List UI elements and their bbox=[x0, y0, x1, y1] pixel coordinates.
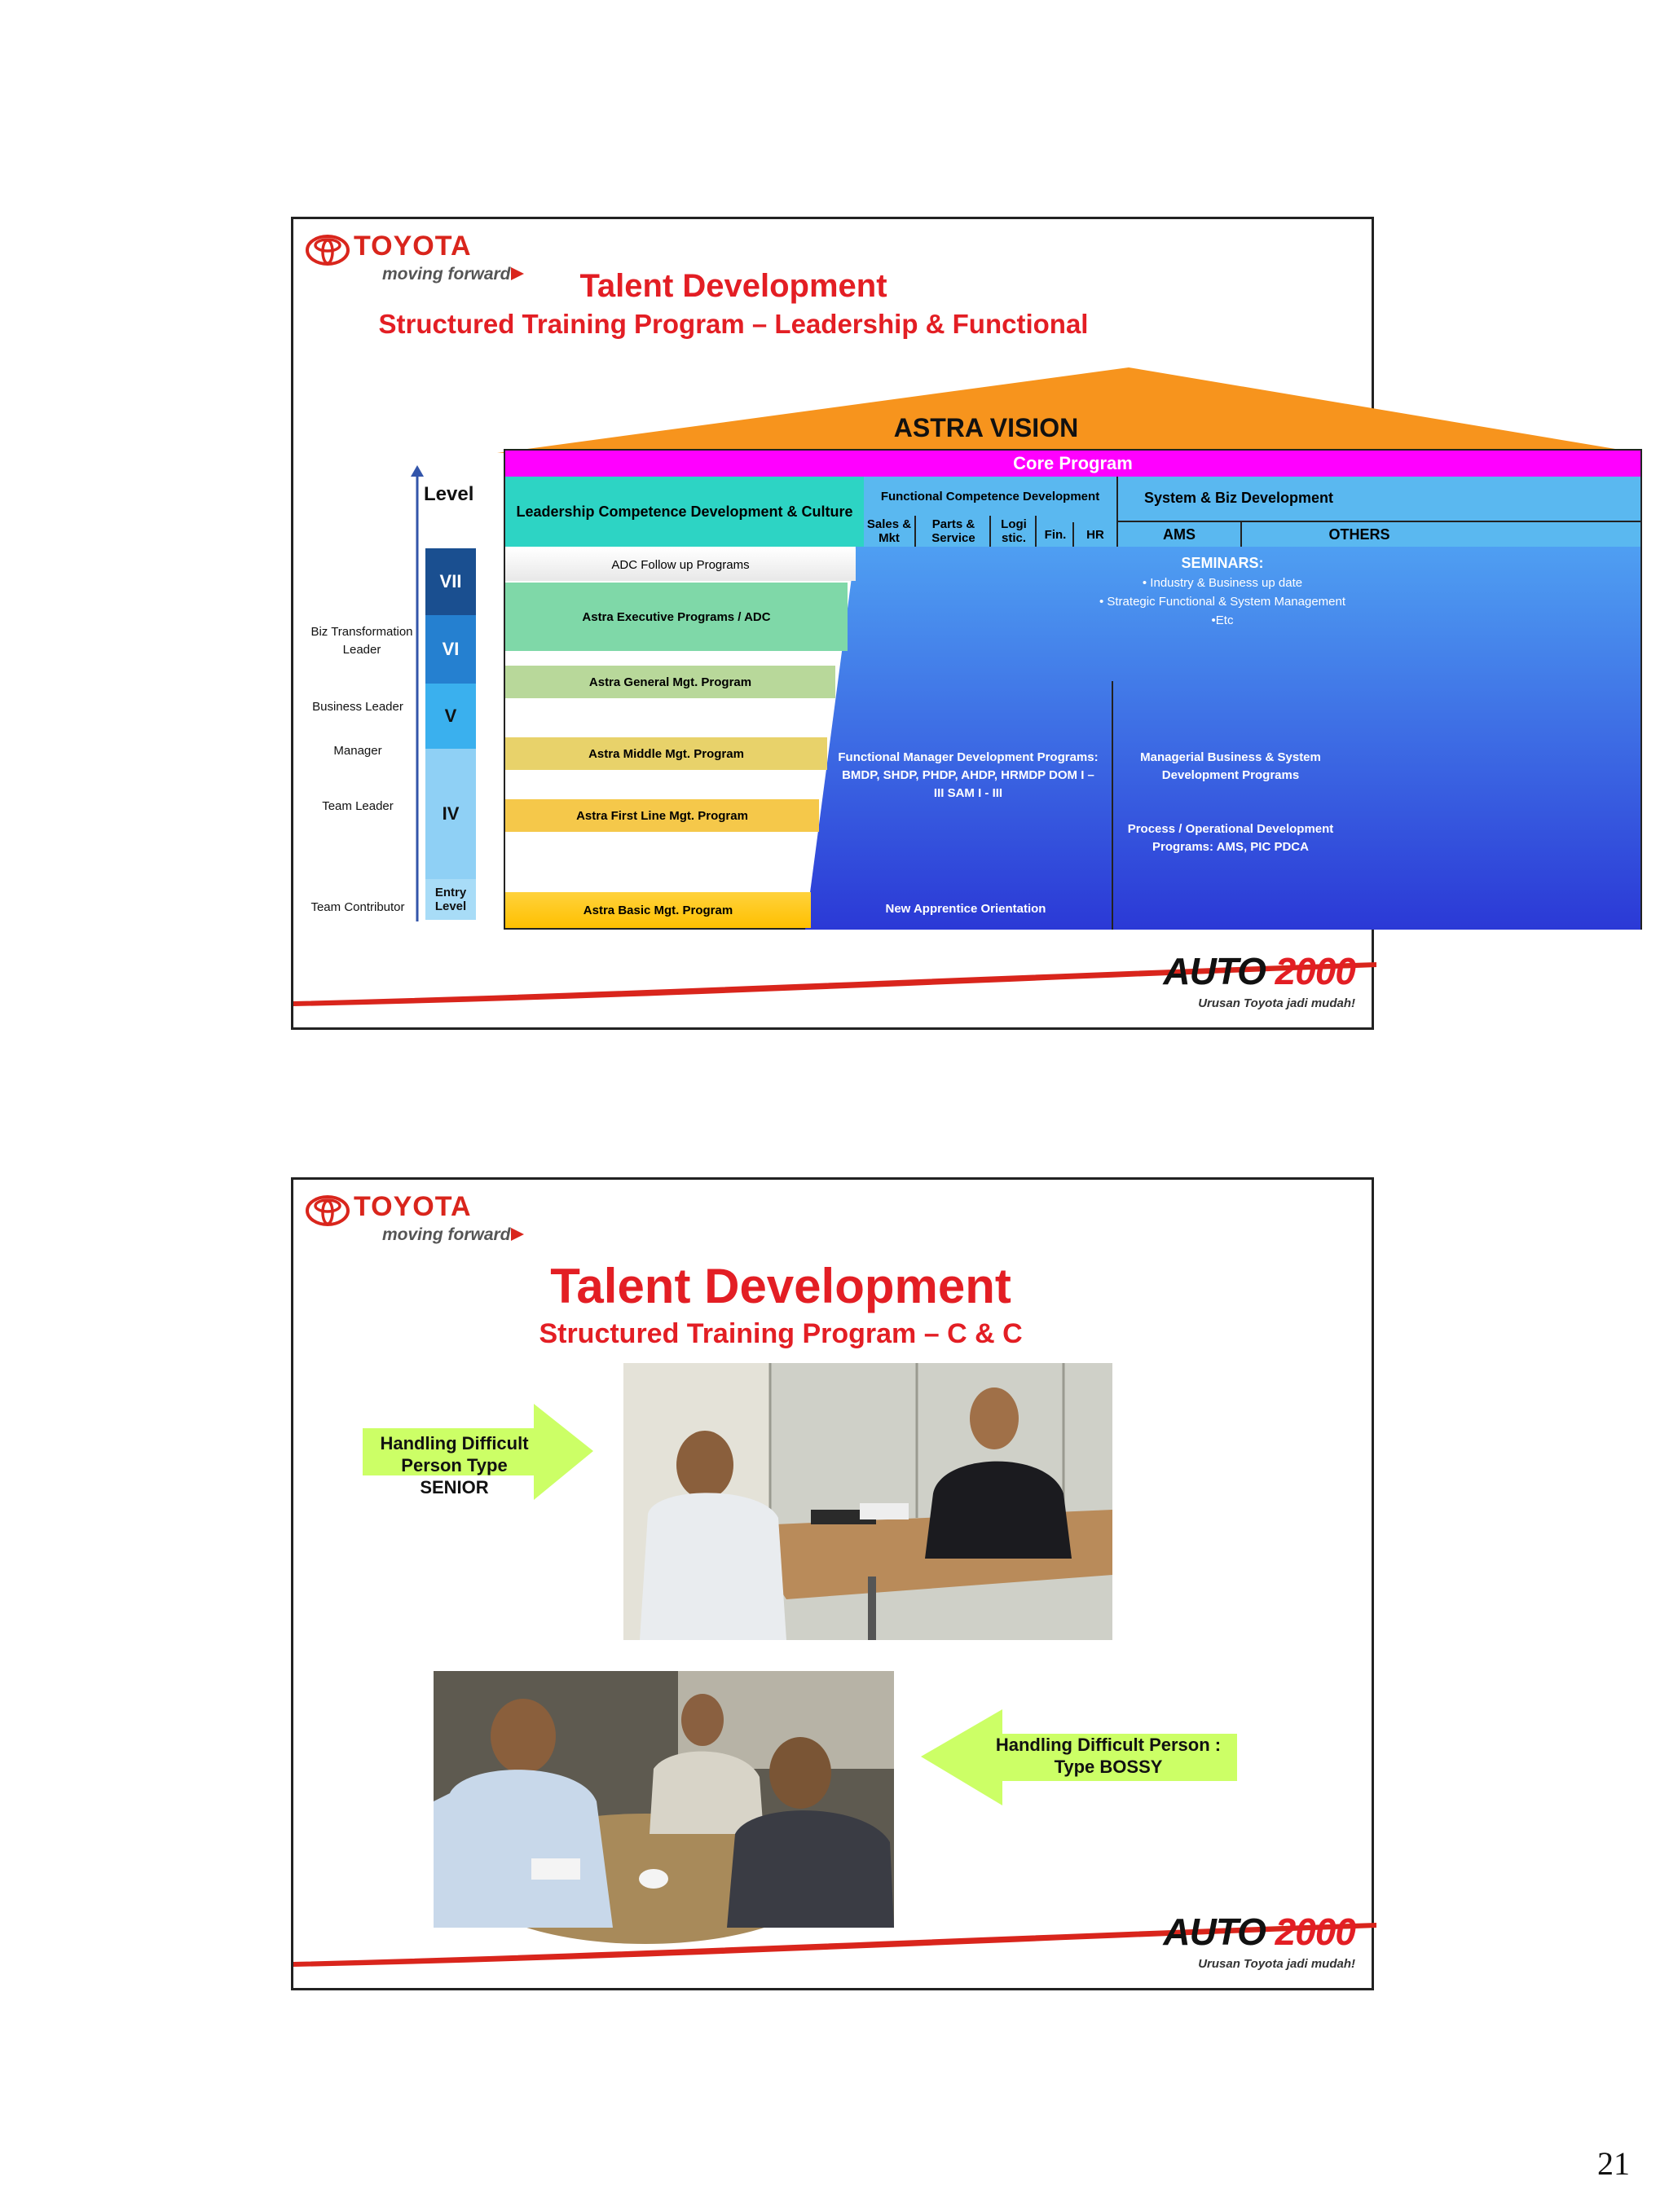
auto2000-logo bbox=[1143, 949, 1355, 1014]
role-team-leader: Team Leader bbox=[322, 799, 394, 813]
header-hr: HR bbox=[1086, 527, 1104, 542]
auto-word: AUTO bbox=[1163, 950, 1275, 992]
callout-bossy-label: Handling Difficult Person : Type BOSSY bbox=[995, 1735, 1222, 1777]
header-logistic: Logi stic. bbox=[993, 516, 1037, 547]
apprentice-orientation: New Apprentice Orientation bbox=[885, 902, 1046, 916]
slide1-subtitle: Structured Training Program – Leadership & Functional bbox=[378, 309, 1089, 339]
seminar-item-1: • Industry & Business up date bbox=[1142, 576, 1303, 590]
astra-vision-label: ASTRA VISION bbox=[893, 413, 1079, 442]
header-parts: Parts & Service bbox=[918, 516, 991, 547]
header-fin: Fin. bbox=[1038, 522, 1074, 547]
level-vii: VII bbox=[425, 548, 476, 615]
slide1-title: Talent Development bbox=[579, 268, 887, 304]
toyota-tagline: moving forward bbox=[382, 1225, 511, 1244]
callout-senior-label: Handling Difficult Person Type SENIOR bbox=[380, 1433, 529, 1497]
toyota-logo bbox=[305, 1185, 533, 1258]
level-iv: IV bbox=[425, 749, 476, 879]
toyota-tagline: moving forward bbox=[382, 265, 511, 284]
seminar-item-3: •Etc bbox=[1211, 613, 1234, 627]
level-header: Level bbox=[424, 483, 474, 505]
auto2000-tagline: Urusan Toyota jadi mudah! bbox=[1198, 1957, 1355, 1971]
toyota-emblem-icon bbox=[305, 1194, 350, 1227]
managerial-programs: Managerial Business & System Development Programs bbox=[1140, 750, 1321, 782]
photo-senior-session bbox=[623, 1363, 1112, 1640]
program-general-mgt: Astra General Mgt. Program bbox=[505, 666, 835, 698]
program-basic-mgt: Astra Basic Mgt. Program bbox=[505, 892, 811, 928]
process-programs: Process / Operational Development Programs: AMS, PIC PDCA bbox=[1127, 822, 1334, 854]
toyota-wordmark: TOYOTA bbox=[354, 231, 472, 262]
program-adc-follow-up: ADC Follow up Programs bbox=[505, 548, 856, 581]
role-business-leader: Business Leader bbox=[312, 700, 403, 714]
toyota-wordmark: TOYOTA bbox=[354, 1191, 472, 1222]
program-table bbox=[504, 449, 1642, 930]
level-axis-arrow-icon bbox=[407, 465, 427, 921]
header-others: OTHERS bbox=[1240, 522, 1477, 547]
role-biz-transformation: Biz Transformation Leader bbox=[310, 625, 413, 657]
level-v: V bbox=[425, 684, 476, 749]
program-executive: Astra Executive Programs / ADC bbox=[505, 583, 848, 651]
slide-c-and-c bbox=[291, 1177, 1374, 1990]
level-entry: Entry Level bbox=[425, 879, 476, 920]
header-system: System & Biz Development bbox=[1143, 489, 1334, 506]
auto-number: 2000 bbox=[1275, 1911, 1355, 1953]
core-program-bar: Core Program bbox=[505, 451, 1640, 477]
seminars-title: SEMINARS: bbox=[1181, 555, 1264, 571]
auto-word: AUTO bbox=[1163, 1911, 1275, 1953]
role-team-contributor: Team Contributor bbox=[310, 900, 405, 914]
auto2000-logo bbox=[1143, 1910, 1355, 1975]
header-leadership: Leadership Competence Development & Culture bbox=[505, 477, 864, 547]
header-ams: AMS bbox=[1163, 526, 1196, 543]
slide-leadership-functional bbox=[291, 217, 1390, 1030]
toyota-emblem-icon bbox=[305, 234, 350, 266]
auto2000-tagline: Urusan Toyota jadi mudah! bbox=[1198, 996, 1355, 1010]
program-first-line: Astra First Line Mgt. Program bbox=[505, 799, 819, 832]
functional-manager-programs: Functional Manager Development Programs: BMDP, SHDP, PHDP, AHDP, HRMDP DOM I – III SAM I - III bbox=[838, 750, 1099, 800]
seminar-item-2: • Strategic Functional & System Management bbox=[1099, 595, 1346, 609]
auto-number: 2000 bbox=[1275, 950, 1355, 992]
photo-bossy-session bbox=[434, 1671, 894, 1928]
slide2-title: Talent Development bbox=[550, 1259, 1011, 1313]
header-functional: Functional Competence Development bbox=[880, 489, 1100, 504]
roof-shape bbox=[497, 367, 1642, 457]
header-sales: Sales & Mkt bbox=[864, 516, 916, 547]
level-vi: VI bbox=[425, 615, 476, 684]
role-manager: Manager bbox=[333, 744, 382, 758]
slide2-subtitle: Structured Training Program – C & C bbox=[539, 1318, 1023, 1349]
arrow-right-icon bbox=[511, 1228, 524, 1241]
program-middle-mgt: Astra Middle Mgt. Program bbox=[505, 737, 827, 770]
page-number: 21 bbox=[1597, 2145, 1630, 2182]
